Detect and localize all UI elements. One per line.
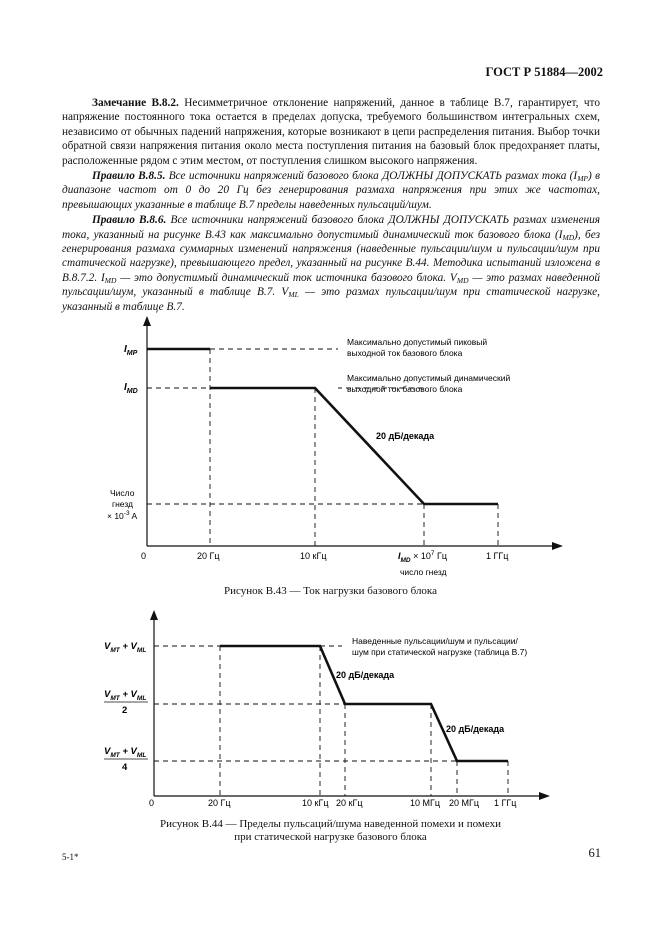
fig44-label-top-1: Наведенные пульсации/шум и пульсации/ xyxy=(352,636,518,646)
fig43-label-peak-1: Максимально допустимый пиковый xyxy=(347,337,488,347)
rule-b85-text-2: ) в диапазоне частот от 0 до 20 Гц без генерирования размаха напряжения при этих же частотах, превышающих указанные в таблице В.7 пределы наведенных пульсаций/шум. xyxy=(62,170,600,211)
rule-b86-text-2: ), без генерирования размаха суммарных изменений напряжения (наведенные пульсации/шум и пульсации/шум при статической нагрузке), превышающего предел, указанный на рисунке В.44. Методика испытаний изложена в В.8.7.2. I xyxy=(62,228,600,284)
rule-b86-text-1: Все источники напряжений базового блока ДОЛЖНЫ ДОПУСКАТЬ размах изменения тока, указанный на рисунке В.43 как максимально допустимый динамический ток базового блока (I xyxy=(62,214,600,241)
rule-b86-sub-4: ML xyxy=(288,290,299,300)
fig43-y-label-imp: $I_{MP}$ xyxy=(124,344,138,357)
fig43-x-arrow xyxy=(552,542,563,550)
fig43-curve-dynamic xyxy=(210,388,498,504)
fig43-x-tick-imd-sub: число гнезд xyxy=(400,567,447,577)
note-label: Замечание В.8.2. xyxy=(92,97,179,109)
fig43-x-tick-1ghz: 1 ГГц xyxy=(486,551,509,561)
fig44-x-tick-20hz: 20 Гц xyxy=(208,798,231,808)
fig44-slope-label-1: 20 дБ/декада xyxy=(336,670,395,680)
rule-b85-sub-1: MP xyxy=(577,174,589,184)
rule-b86-text-4: — это размах наведенной пульсации/шум, указанный в таблице В.7. V xyxy=(62,271,600,299)
fig44-y-div2: 2 xyxy=(122,705,128,716)
fig44-x-tick-20khz: 20 кГц xyxy=(336,798,363,808)
fig44-x-tick-10mhz: 10 МГц xyxy=(410,798,441,808)
page-number: 61 xyxy=(588,846,601,860)
fig43-x-tick-10khz: 10 кГц xyxy=(300,551,327,561)
figure-44-caption-line-1: Рисунок В.44 — Пределы пульсаций/шума наведенной помехи и помехи xyxy=(160,818,501,830)
fig43-x-tick-20hz: 20 Гц xyxy=(197,551,220,561)
rule-b86-text-5: — это размах пульсации/шум при статической нагрузке, указанный в таблице В.7. xyxy=(62,286,600,313)
note-text: Несимметричное отклонение напряжений, данное в таблице В.7, гарантирует, что напряжение постоянного тока остается в пределах допуска, требуемого большинством интегральных схем, независимо от обычных падений напряжения, которые возникают в цепи распределения питания. Выбор точки обратной связи напряжения питания около места поступления питания на базовый блок предохраняет платы, расположенные рядом с этим местом, от поступления слишком высокого напряжения. xyxy=(62,97,600,167)
footer-signature: 5-1* xyxy=(62,852,79,862)
rule-b86-label: Правило В.8.6. xyxy=(92,214,167,227)
fig43-label-dynamic-2: выходной ток базового блока xyxy=(347,384,463,394)
figure-43 xyxy=(107,316,563,577)
fig43-label-peak-2: выходной ток базового блока xyxy=(347,348,463,358)
fig44-label-top-2: шум при статической нагрузке (таблица В.7) xyxy=(352,647,528,657)
fig44-y-arrow xyxy=(150,610,158,620)
figure-43-caption: Рисунок В.43 — Ток нагрузки базового блока xyxy=(224,585,437,597)
fig44-origin: 0 xyxy=(149,798,155,808)
fig44-y-label-quarter: $V_{MT} + V_{ML}$ xyxy=(104,746,147,759)
fig43-slope-label: 20 дБ/декада xyxy=(376,431,435,441)
rule-b85-text-1: Все источники напряжений базового блока ДОЛЖНЫ ДОПУСКАТЬ размах тока (I xyxy=(165,170,578,183)
fig44-slope-label-2: 20 дБ/декада xyxy=(446,724,505,734)
rule-b86-sub-1: MD xyxy=(562,232,575,242)
fig43-label-dynamic-1: Максимально допустимый динамический xyxy=(347,373,511,383)
fig44-y-div4: 4 xyxy=(122,762,128,773)
fig44-curve xyxy=(220,646,508,761)
fig44-x-tick-10khz: 10 кГц xyxy=(302,798,329,808)
fig43-y-arrow xyxy=(143,316,151,326)
rule-b86-sub-2: MD xyxy=(104,275,117,285)
fig44-y-label-half: $V_{MT} + V_{ML}$ xyxy=(104,689,147,702)
fig44-x-tick-20mhz: 20 МГц xyxy=(449,798,480,808)
fig43-y-label-scale: × $10^{-3}$ A xyxy=(107,510,138,521)
rule-b86-sub-3: MD xyxy=(456,275,469,285)
fig43-origin: 0 xyxy=(141,551,147,561)
fig44-y-label-full: $V_{MT} + V_{ML}$ xyxy=(104,641,147,654)
rule-b85-label: Правило В.8.5. xyxy=(92,170,166,183)
rule-b86-text-3: — это допустимый динамический ток источника базового блока. V xyxy=(116,271,457,284)
standard-header: ГОСТ Р 51884—2002 xyxy=(485,65,603,79)
fig44-x-tick-1ghz: 1 ГГц xyxy=(494,798,517,808)
fig43-x-tick-imd: $I_{MD} \times 10^7$ Гц xyxy=(398,550,448,564)
figure-44-caption xyxy=(0,818,661,844)
figure-44-caption-line-2: при статической нагрузке базового блока xyxy=(234,831,427,843)
fig44-x-arrow xyxy=(539,792,550,800)
fig43-y-label-sockets: Число xyxy=(110,488,135,498)
fig43-y-label-sockets-2: гнезд xyxy=(112,499,134,509)
fig43-y-label-imd: $I_{MD}$ xyxy=(124,382,138,395)
figure-44 xyxy=(104,610,550,808)
